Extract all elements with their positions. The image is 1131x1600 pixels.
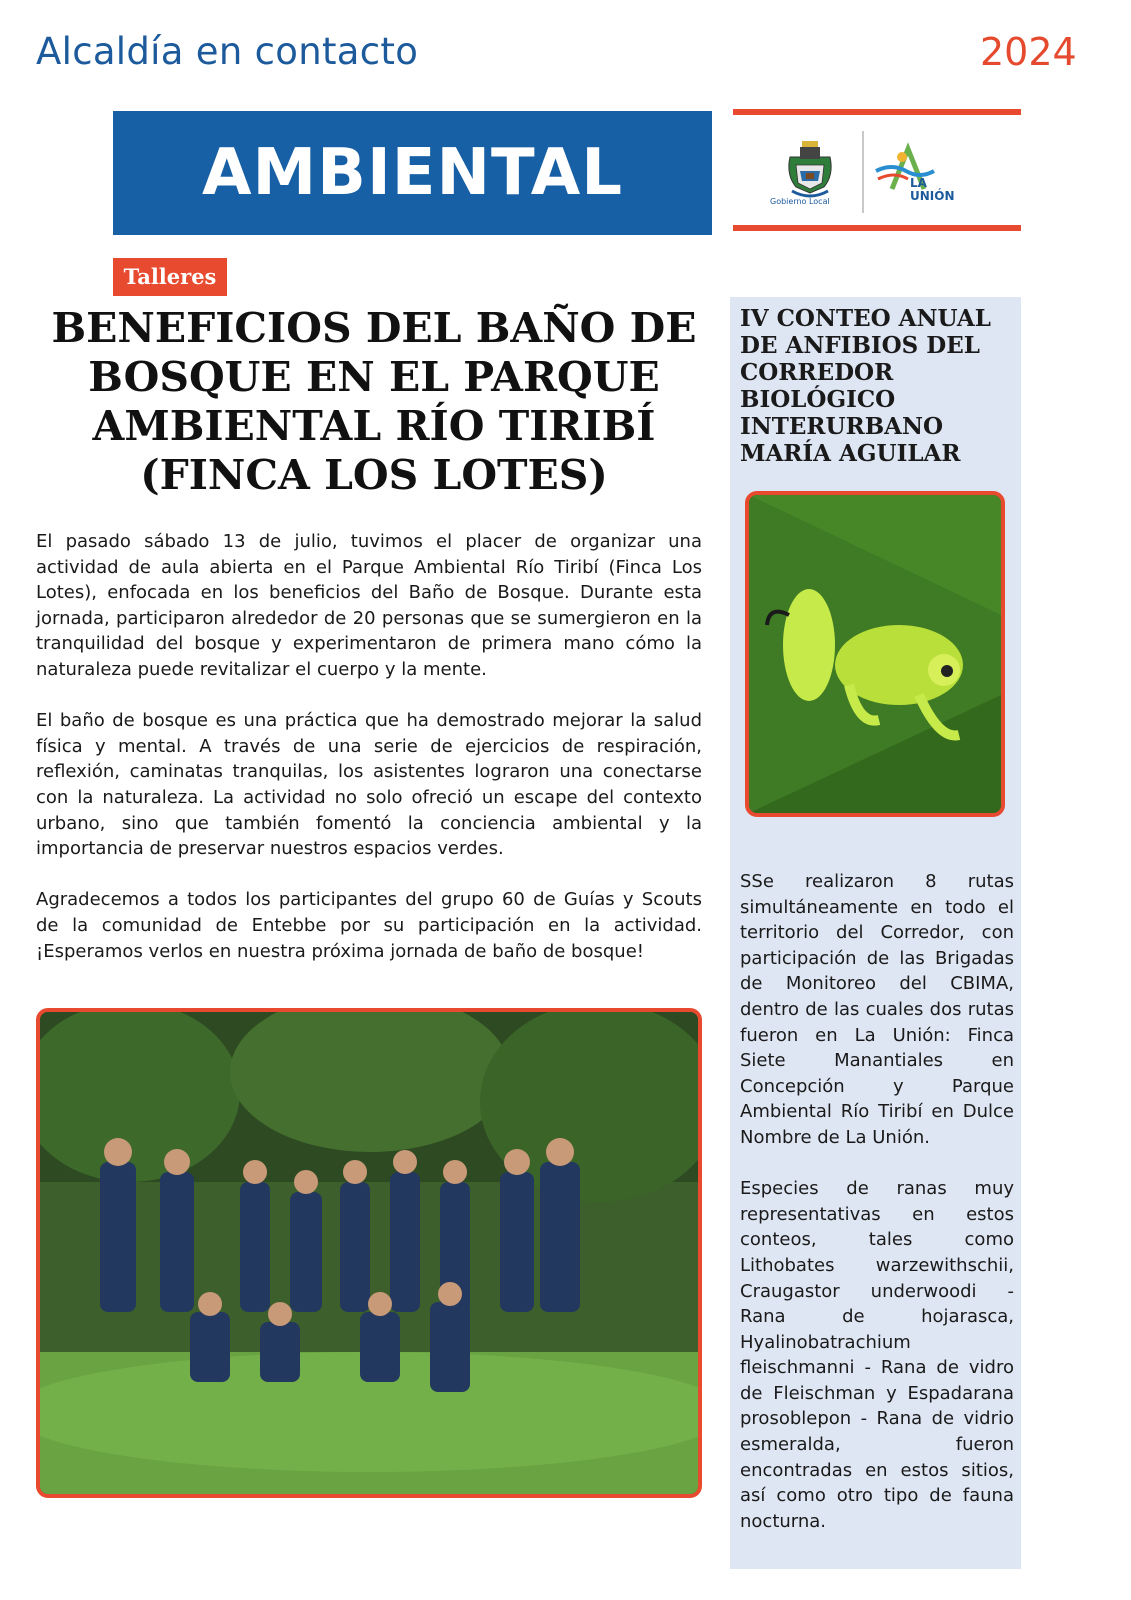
article-paragraph: Agradecemos a todos los participantes del grupo 60 de Guías y Scouts de la comunidad de Entebbe por su participación en la actividad. ¡Esperamos verlos en nuestra próxima jornada de baño de bosque! — [36, 889, 702, 962]
logo-bottom-rule — [733, 225, 1021, 231]
article-body — [36, 529, 702, 990]
article-paragraph: El baño de bosque es una práctica que ha demostrado mejorar la salud física y mental. A través de una serie de ejercicios de respiración, reflexión, caminatas tranquilas, los asistentes lograron una conectarse con la naturaleza. La actividad no solo ofreció un escape del contexto urbano, sino que también fomentó la conciencia ambiental y la importancia de preservar nuestros espacios verdes. — [36, 710, 702, 860]
group-photo — [36, 1008, 702, 1498]
gobierno-local-label: Gobierno Local — [770, 197, 830, 206]
logo-top-rule — [733, 109, 1021, 115]
la-union-logo-top: LA — [910, 176, 927, 190]
publication-year: 2024 — [980, 30, 1077, 74]
sidebar-title: IV CONTEO ANUAL DE ANFIBIOS DEL CORREDOR BIOLÓGICO INTERURBANO MARÍA AGUILAR — [740, 305, 991, 467]
section-title: AMBIENTAL — [201, 136, 624, 210]
section-banner — [113, 111, 712, 235]
sidebar-paragraph: SSe realizaron 8 rutas simultáneamente en todo el territorio del Corredor, con participación de las Brigadas de Monitoreo del CBIMA, dentro de las cuales dos rutas fueron en La Unión: Finca Siete Manantiales en Concepción y Parque Ambiental Río Tiribí en Dulce Nombre de La Unión. — [740, 871, 1014, 1148]
sidebar-body — [740, 869, 1014, 1560]
frog-photo — [745, 491, 1005, 817]
la-union-logo-bottom: UNIÓN — [910, 189, 955, 203]
coat-of-arms-logo — [782, 135, 838, 205]
article-paragraph: El pasado sábado 13 de julio, tuvimos el placer de organizar una actividad de aula abierta en el Parque Ambiental Río Tiribí (Finca Los Lotes), enfocada en los beneficios del Baño de Bosque. Durante esta jornada, participaron alrededor de 20 personas que se sumergieron en la tranquilidad del bosque y experimentaron de primera mano cómo la naturaleza puede revitalizar el cuerpo y la mente. — [36, 531, 702, 680]
la-union-logo — [872, 137, 962, 203]
article-headline: BENEFICIOS DEL BAÑO DE BOSQUE EN EL PARQUE AMBIENTAL RÍO TIRIBÍ (FINCA LOS LOTES) — [51, 304, 697, 499]
logo-divider — [862, 131, 864, 213]
category-tag: Talleres — [113, 258, 227, 296]
sidebar-paragraph: Especies de ranas muy representativas en estos conteos, tales como Lithobates warzewithschii, Craugastor underwoodi - Rana de hojarasca, Hyalinobatrachium fleischmanni - Rana de vidro de Fleischman y Espadarana prosoblepon - Rana de vidrio esmeralda, fueron encontradas en estos sitios, así como otro tipo de fauna nocturna. — [740, 1178, 1014, 1532]
publication-title: Alcaldía en contacto — [36, 30, 419, 73]
